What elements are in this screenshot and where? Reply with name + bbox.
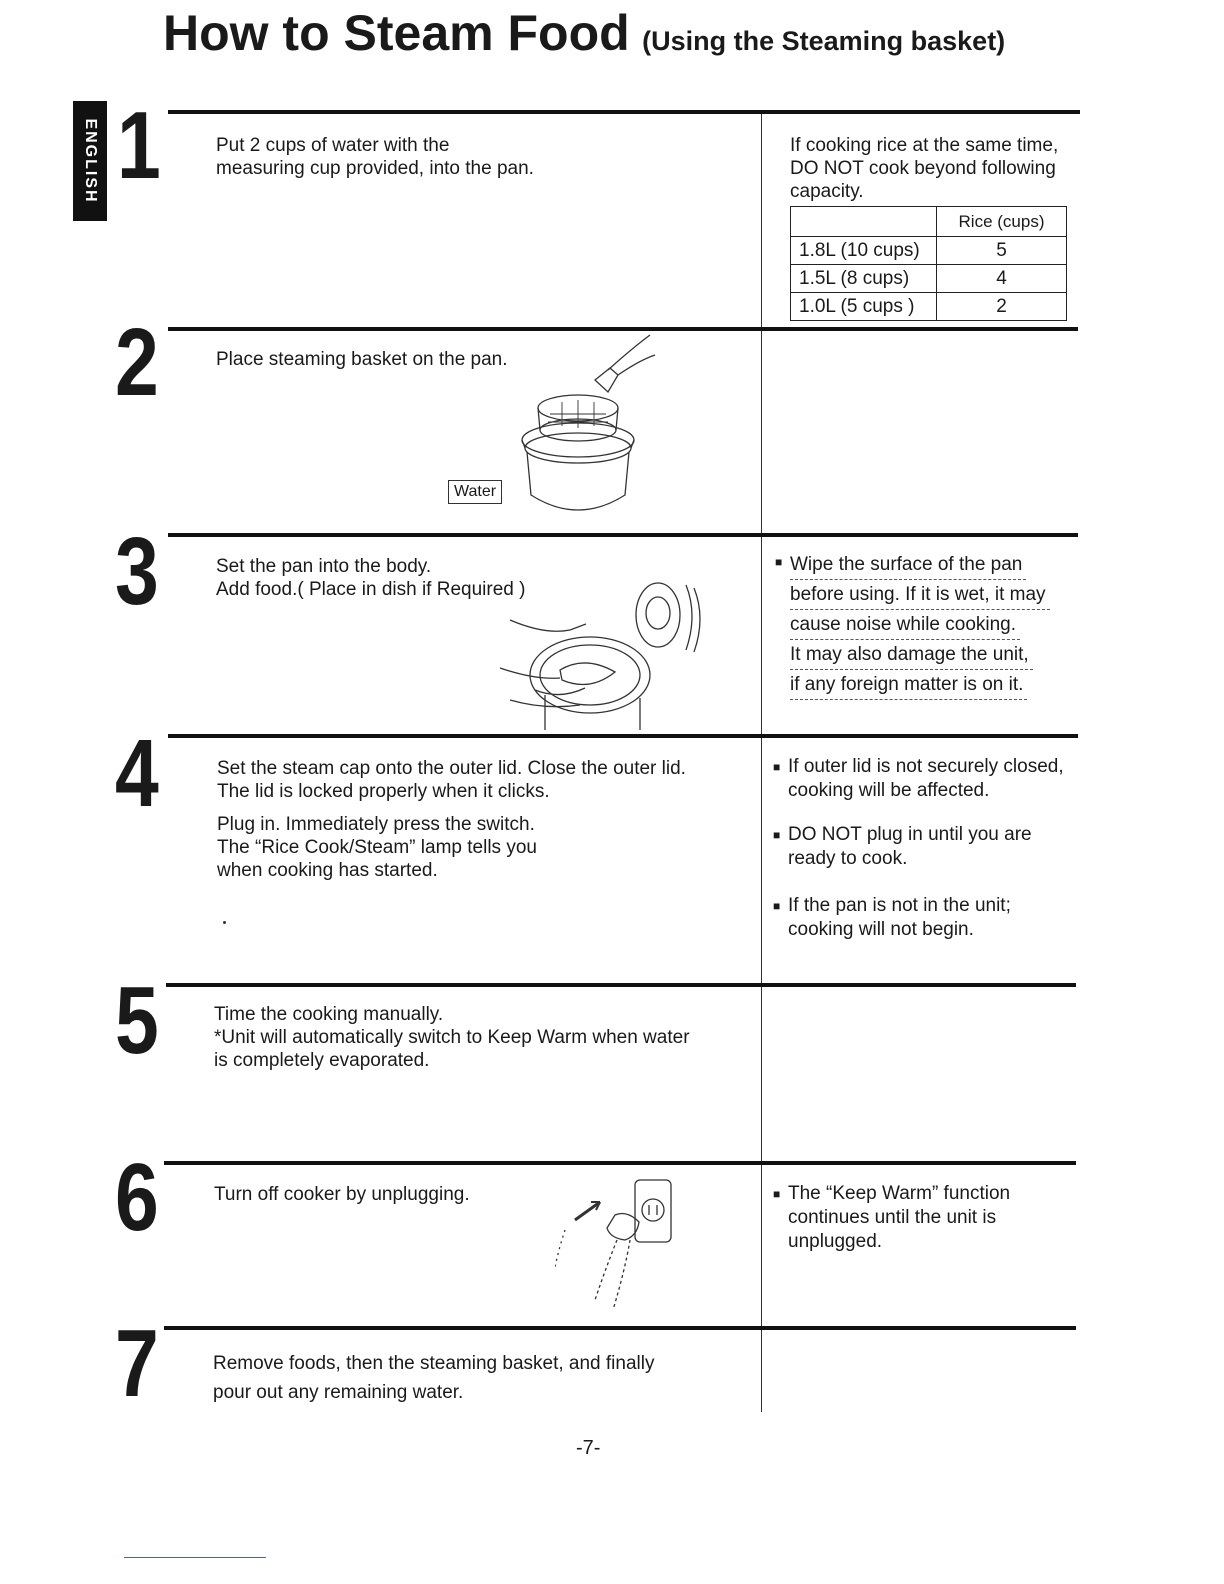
step-3-line: Set the pan into the body. — [216, 556, 432, 577]
step-1-note-line: If cooking rice at the same time, — [790, 135, 1059, 156]
note-item — [773, 847, 1064, 871]
note-line: The “Keep Warm” function — [788, 1183, 1011, 1204]
step-6-note — [773, 1182, 1010, 1254]
bullet-icon: ■ — [773, 828, 781, 842]
note-line: ready to cook. — [788, 848, 908, 869]
note-line: cooking will not begin. — [788, 919, 974, 940]
page-title — [163, 4, 1005, 62]
page-number: -7- — [576, 1437, 601, 1459]
step-1-note-line: capacity. — [790, 181, 864, 202]
step-4-line: Plug in. Immediately press the switch. — [217, 814, 535, 835]
table-row — [791, 293, 1067, 321]
note-item — [773, 755, 1064, 779]
step-1-note — [790, 134, 1058, 203]
note-line: before using. If it is wet, it may — [790, 580, 1050, 610]
bullet-icon: ■ — [773, 760, 781, 774]
step-number-7: 7 — [115, 1310, 159, 1417]
step-4-line: The “Rice Cook/Steam” lamp tells you — [217, 837, 537, 858]
step-7-line: Remove foods, then the steaming basket, and finally — [213, 1353, 655, 1374]
step-5-line: Time the cooking manually. — [214, 1004, 444, 1025]
step-number-2: 2 — [115, 309, 159, 416]
note-item — [773, 1230, 1010, 1254]
language-tab-label: ENGLISH — [82, 118, 99, 204]
note-item — [773, 1182, 1010, 1206]
note-line: cooking will be affected. — [788, 780, 990, 801]
steaming-basket-illustration — [500, 330, 700, 530]
step-1-line: measuring cup provided, into the pan. — [216, 158, 534, 179]
language-tab — [73, 101, 107, 221]
note-item — [775, 550, 1050, 580]
page-subtitle: (Using the Steaming basket) — [642, 26, 1006, 56]
note-item — [773, 1206, 1010, 1230]
note-item — [773, 779, 1064, 803]
print-speck — [223, 921, 226, 924]
step-7-text — [213, 1349, 654, 1407]
add-food-illustration — [490, 580, 730, 730]
step-number-3: 3 — [115, 518, 159, 625]
step-5-line: *Unit will automatically switch to Keep Warm when water — [214, 1027, 690, 1048]
note-item — [775, 640, 1050, 670]
step-1-text — [216, 134, 534, 180]
step-3-text — [216, 555, 525, 601]
note-line: cause noise while cooking. — [790, 610, 1020, 640]
table-row — [791, 265, 1067, 293]
step-4-line: The lid is locked properly when it clicks. — [217, 781, 550, 802]
step-6-rule — [164, 1161, 1076, 1165]
step-7-rule — [164, 1326, 1076, 1330]
note-line: DO NOT plug in until you are — [788, 824, 1032, 845]
bullet-icon: ■ — [775, 555, 783, 569]
note-line: It may also damage the unit, — [790, 640, 1033, 670]
step-1-rule — [168, 110, 1080, 114]
capacity-table-header-cell — [791, 207, 937, 237]
bullet-icon: ■ — [773, 1187, 781, 1201]
step-number-1: 1 — [117, 92, 161, 199]
note-item — [773, 894, 1064, 918]
capacity-table-header-cell: Rice (cups) — [937, 207, 1067, 237]
note-line: continues until the unit is — [788, 1207, 997, 1228]
step-1-line: Put 2 cups of water with the — [216, 135, 450, 156]
note-item — [775, 610, 1050, 640]
page-title-main: How to Steam Food — [163, 5, 630, 61]
capacity-table-header — [791, 207, 1067, 237]
table-cell-cups: 4 — [937, 265, 1067, 293]
step-6-text: Turn off cooker by unplugging. — [214, 1184, 470, 1205]
note-item — [775, 580, 1050, 610]
capacity-table — [790, 206, 1067, 321]
unplugging-illustration — [555, 1170, 705, 1320]
step-5-rule — [166, 983, 1076, 987]
step-4-rule — [168, 734, 1078, 738]
bullet-icon: ■ — [773, 899, 781, 913]
step-3-rule — [168, 533, 1078, 537]
note-line: If outer lid is not securely closed, — [788, 756, 1064, 777]
note-line: Wipe the surface of the pan — [790, 550, 1026, 580]
water-label: Water — [448, 480, 502, 504]
step-7-line: pour out any remaining water. — [213, 1382, 464, 1403]
step-3-note — [775, 550, 1050, 700]
table-cell-model: 1.0L (5 cups ) — [791, 293, 937, 321]
step-4-notes — [773, 755, 1064, 942]
column-divider — [761, 112, 762, 1412]
step-4-line: Set the steam cap onto the outer lid. Close the outer lid. — [217, 758, 686, 779]
step-3-line: Add food.( Place in dish if Required ) — [216, 579, 526, 600]
step-5-line: is completely evaporated. — [214, 1050, 430, 1071]
step-4-text — [217, 757, 686, 882]
note-item — [773, 823, 1064, 847]
table-cell-cups: 2 — [937, 293, 1067, 321]
step-2-text: Place steaming basket on the pan. — [216, 349, 508, 370]
note-line: If the pan is not in the unit; — [788, 895, 1011, 916]
note-item — [775, 670, 1050, 700]
step-number-4: 4 — [115, 720, 159, 827]
step-number-6: 6 — [115, 1144, 159, 1251]
note-line: unplugged. — [788, 1231, 883, 1252]
table-cell-model: 1.8L (10 cups) — [791, 237, 937, 265]
table-cell-model: 1.5L (8 cups) — [791, 265, 937, 293]
table-cell-cups: 5 — [937, 237, 1067, 265]
table-row — [791, 237, 1067, 265]
note-item — [773, 918, 1064, 942]
step-4-line: when cooking has started. — [217, 860, 438, 881]
step-5-text — [214, 1003, 690, 1072]
step-number-5: 5 — [115, 967, 159, 1074]
step-1-note-line: DO NOT cook beyond following — [790, 158, 1056, 179]
footer-link-line — [124, 1557, 266, 1558]
note-line: if any foreign matter is on it. — [790, 670, 1027, 700]
